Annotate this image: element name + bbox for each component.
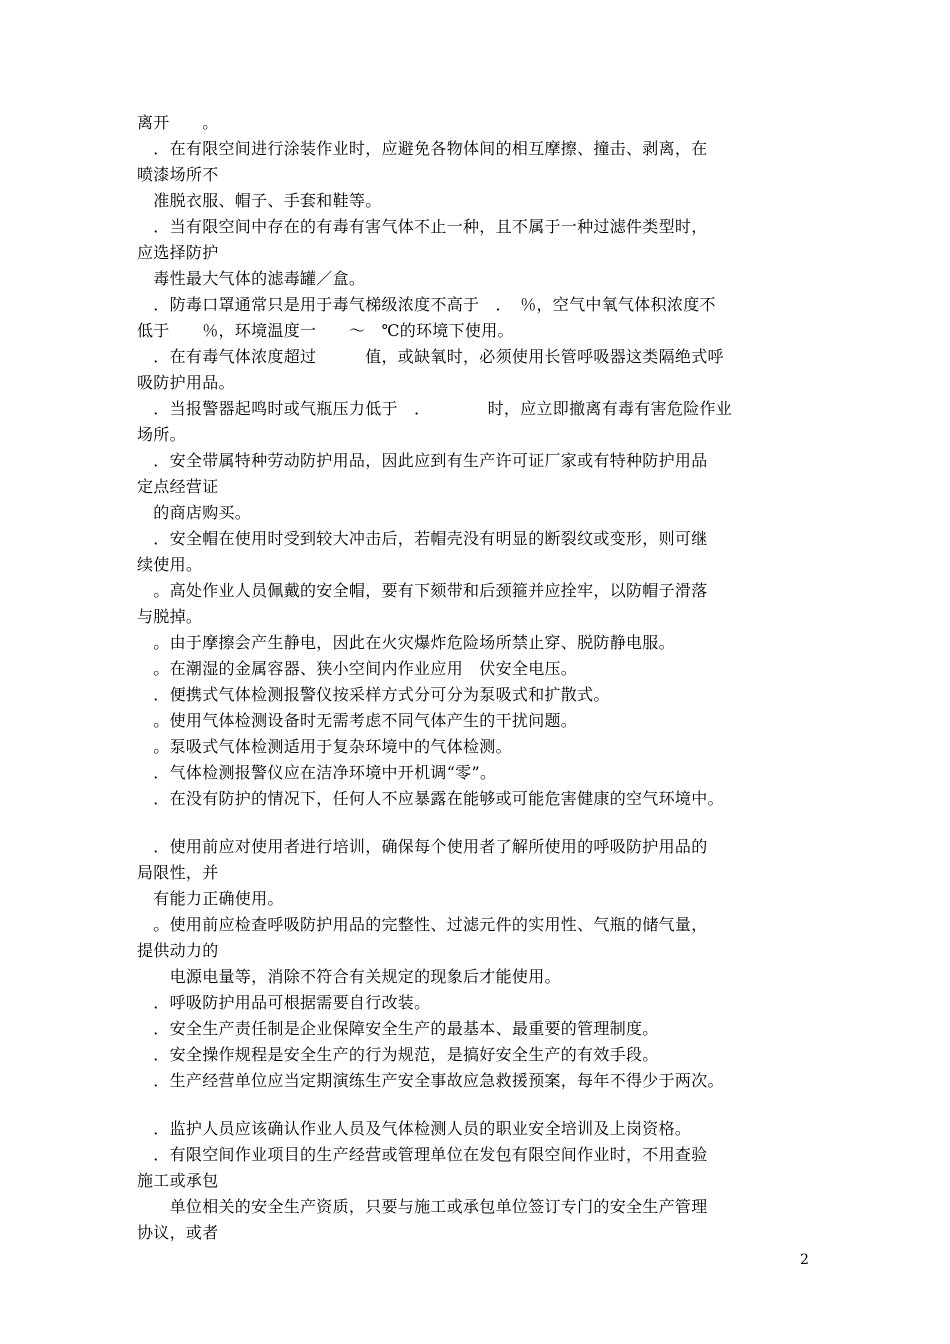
text-line: 续使用。 <box>137 555 203 574</box>
text-line <box>137 1094 817 1116</box>
text-line: 应选择防护 <box>137 243 219 262</box>
text-line: ．气体检测报警仪应在洁净环境中开机调“零”。 <box>137 763 497 782</box>
text-line: 。泵吸式气体检测适用于复杂环境中的气体检测。 <box>137 737 512 756</box>
text-line: 毒性最大气体的滤毒罐／盒。 <box>137 269 366 288</box>
text-line: 喷漆场所不 <box>137 165 219 184</box>
text-line: 施工或承包 <box>137 1171 219 1190</box>
text-line: 场所。 <box>137 425 186 444</box>
text-line: ．防毒口罩通常只是用于毒气梯级浓度不高于 ． ％，空气中氧气体积浓度不 <box>137 295 716 314</box>
text-line: 与脱掉。 <box>137 607 203 626</box>
text-line: ．安全生产责任制是企业保障安全生产的最基本、最重要的管理制度。 <box>137 1019 659 1038</box>
text-line: ．有限空间作业项目的生产经营或管理单位在发包有限空间作业时，不用查验 <box>137 1145 708 1164</box>
text-line: ．当有限空间中存在的有毒有害气体不止一种，且不属于一种过滤件类型时， <box>137 217 708 236</box>
text-line: 。由于摩擦会产生静电，因此在火灾爆炸危险场所禁止穿、脱防静电服。 <box>137 633 675 652</box>
text-line: 准脱衣服、帽子、手套和鞋等。 <box>137 191 382 210</box>
text-line: 协议，或者 <box>137 1223 219 1242</box>
text-line: 的商店购买。 <box>137 503 252 522</box>
text-line: 。使用气体检测设备时无需考虑不同气体产生的干扰问题。 <box>137 711 578 730</box>
text-line: ．安全帽在使用时受到较大冲击后，若帽壳没有明显的断裂纹或变形，则可继 <box>137 529 708 548</box>
text-line: ．当报警器起鸣时或气瓶压力低于 ． 时，应立即撤离有毒有害危险作业 <box>137 399 733 418</box>
text-line: ．呼吸防护用品可根据需要自行改装。 <box>137 993 431 1012</box>
text-line: ．监护人员应该确认作业人员及气体检测人员的职业安全培训及上岗资格。 <box>137 1119 692 1138</box>
text-line: 单位相关的安全生产资质，只要与施工或承包单位签订专门的安全生产管理 <box>137 1197 708 1216</box>
text-line <box>137 812 817 834</box>
text-line: 低于 ％，环境温度一 ～ ℃的环境下使用。 <box>137 321 514 340</box>
text-line: 。使用前应检查呼吸防护用品的完整性、过滤元件的实用性、气瓶的储气量， <box>137 915 708 934</box>
text-line: ．安全带属特种劳动防护用品，因此应到有生产许可证厂家或有特种防护用品 <box>137 451 708 470</box>
text-line: ．生产经营单位应当定期演练生产安全事故应急救援预案，每年不得少于两次。 <box>137 1071 724 1090</box>
text-line: 电源电量等，消除不符合有关规定的现象后才能使用。 <box>137 967 561 986</box>
text-line: ．安全操作规程是安全生产的行为规范，是搞好安全生产的有效手段。 <box>137 1045 659 1064</box>
text-line: 离开 。 <box>137 113 219 132</box>
text-line: 提供动力的 <box>137 941 219 960</box>
text-line: 有能力正确使用。 <box>137 889 284 908</box>
text-line: 定点经营证 <box>137 477 219 496</box>
text-line: 。在潮湿的金属容器、狭小空间内作业应用 伏安全电压。 <box>137 659 578 678</box>
text-line: ．便携式气体检测报警仪按采样方式分可分为泵吸式和扩散式。 <box>137 685 610 704</box>
text-line: ．在有限空间进行涂装作业时，应避免各物体间的相互摩擦、撞击、剥离，在 <box>137 139 708 158</box>
text-line: 局限性，并 <box>137 863 219 882</box>
page-number: 2 <box>800 1252 809 1268</box>
text-line: ．在有毒气体浓度超过 值，或缺氧时，必须使用长管呼吸器这类隔绝式呼 <box>137 347 724 366</box>
text-line: ．使用前应对使用者进行培训，确保每个使用者了解所使用的呼吸防护用品的 <box>137 837 708 856</box>
document-body <box>137 110 817 1246</box>
text-line: 。高处作业人员佩戴的安全帽，要有下颏带和后颈箍并应拴牢，以防帽子滑落 <box>137 581 708 600</box>
text-line: ．在没有防护的情况下，任何人不应暴露在能够或可能危害健康的空气环境中。 <box>137 789 724 808</box>
text-line: 吸防护用品。 <box>137 373 235 392</box>
